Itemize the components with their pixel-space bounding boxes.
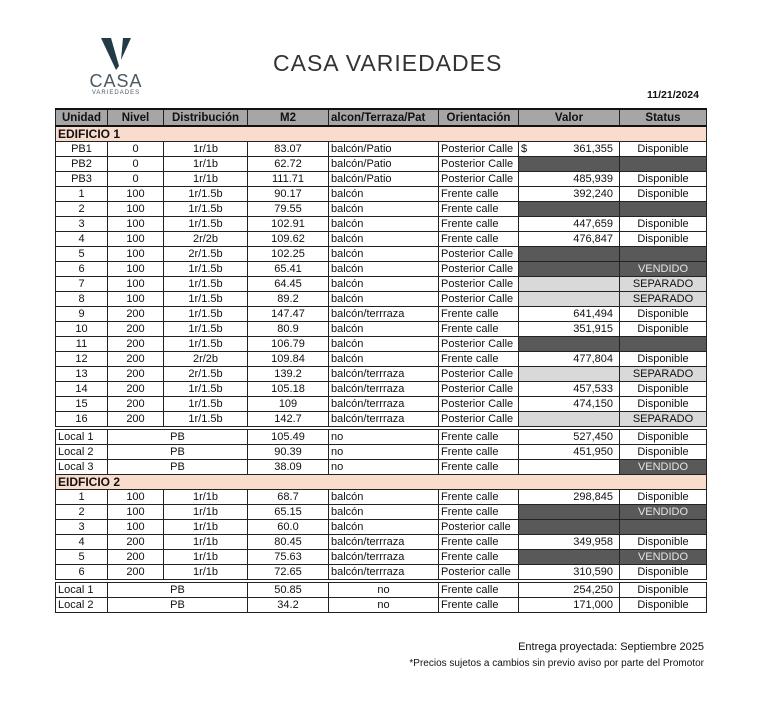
balcony-cell: balcón [329,217,439,232]
col-header-valor: Valor [519,109,620,126]
status-cell [620,247,707,262]
level-cell: 0 [108,172,164,187]
section-header-row [56,126,707,142]
balcony-cell: balcón [329,490,439,505]
table-row [56,262,707,277]
area-cell: 106.79 [248,337,329,352]
status-cell: Disponible [620,382,707,397]
table-row [56,292,707,307]
status-cell: Disponible [620,217,707,232]
orientation-cell: Posterior Calle [439,277,519,292]
value-cell: 310,590 [519,565,620,580]
unit-cell: 5 [56,550,108,565]
unit-cell: Local 1 [56,430,108,445]
orientation-cell: Frente calle [439,535,519,550]
balcony-cell: no [329,583,439,598]
orientation-cell: Frente calle [439,232,519,247]
orientation-cell: Frente calle [439,430,519,445]
level-cell: 100 [108,262,164,277]
value-cell [519,277,620,292]
table-row [56,247,707,262]
unit-cell: 13 [56,367,108,382]
orientation-cell: Posterior Calle [439,142,519,157]
balcony-cell: no [329,445,439,460]
unit-cell: Local 3 [56,460,108,475]
local-row [56,430,707,445]
unit-cell: 1 [56,490,108,505]
unit-cell: Local 2 [56,445,108,460]
value-cell [519,157,620,172]
value-wrap [521,142,613,156]
level-cell: 200 [108,535,164,550]
level-cell: PB [108,430,248,445]
level-cell: 100 [108,520,164,535]
orientation-cell: Posterior Calle [439,412,519,427]
area-cell: 139.2 [248,367,329,382]
value-cell: 447,659 [519,217,620,232]
balcony-cell: balcón [329,232,439,247]
balcony-cell: balcón/terrraza [329,382,439,397]
status-cell: SEPARADO [620,277,707,292]
orientation-cell: Frente calle [439,598,519,613]
table-row [56,277,707,292]
value-cell: 392,240 [519,187,620,202]
level-cell: 200 [108,412,164,427]
distribution-cell: 1r/1b [164,490,248,505]
unit-cell: 2 [56,202,108,217]
area-cell: 105.49 [248,430,329,445]
brand-name: CASA [89,71,143,91]
distribution-cell: 1r/1.5b [164,292,248,307]
area-cell: 38.09 [248,460,329,475]
col-header-distribucion: Distribución [164,109,248,126]
area-cell: 109.84 [248,352,329,367]
price-disclaimer: *Precios sujetos a cambios sin previo aviso por parte del Promotor [409,658,704,669]
status-cell: SEPARADO [620,292,707,307]
table-row [56,142,707,157]
unit-cell: PB1 [56,142,108,157]
balcony-cell: balcón [329,505,439,520]
status-cell: SEPARADO [620,412,707,427]
status-cell: Disponible [620,142,707,157]
level-cell: 100 [108,490,164,505]
area-cell: 83.07 [248,142,329,157]
value-cell: 485,939 [519,172,620,187]
table-row [56,307,707,322]
area-cell: 109.62 [248,232,329,247]
orientation-cell: Posterior Calle [439,247,519,262]
unit-cell: 4 [56,232,108,247]
balcony-cell: balcón [329,337,439,352]
unit-cell: Local 2 [56,598,108,613]
area-cell: 68.7 [248,490,329,505]
local-row [56,460,707,475]
orientation-cell: Frente calle [439,187,519,202]
distribution-cell: 1r/1b [164,565,248,580]
status-cell: Disponible [620,322,707,337]
area-cell: 90.39 [248,445,329,460]
unit-cell: PB2 [56,157,108,172]
value-cell [519,412,620,427]
status-cell: Disponible [620,172,707,187]
status-cell [620,202,707,217]
table-row [56,412,707,427]
col-header-m2: M2 [248,109,329,126]
area-cell: 80.9 [248,322,329,337]
status-cell: Disponible [620,430,707,445]
page-title: CASA VARIEDADES [273,50,503,76]
orientation-cell: Frente calle [439,217,519,232]
unit-cell: 7 [56,277,108,292]
status-cell: VENDIDO [620,262,707,277]
value-cell: 298,845 [519,490,620,505]
area-cell: 60.0 [248,520,329,535]
table-row [56,337,707,352]
distribution-cell: 1r/1.5b [164,382,248,397]
level-cell: 200 [108,550,164,565]
status-cell: Disponible [620,187,707,202]
area-cell: 147.47 [248,307,329,322]
section-title: EIDFICIO 2 [56,475,707,490]
status-cell: Disponible [620,598,707,613]
table-row [56,187,707,202]
balcony-cell: balcón/Patio [329,172,439,187]
level-cell: 100 [108,232,164,247]
value-cell: 351,915 [519,322,620,337]
distribution-cell: 2r/2b [164,232,248,247]
currency-symbol: $ [521,143,528,155]
distribution-cell: 1r/1b [164,520,248,535]
distribution-cell: 1r/1b [164,505,248,520]
area-cell: 79.55 [248,202,329,217]
table-row [56,232,707,247]
status-cell: VENDIDO [620,505,707,520]
level-cell: 200 [108,337,164,352]
orientation-cell: Posterior Calle [439,382,519,397]
area-cell: 50.85 [248,583,329,598]
orientation-cell: Frente calle [439,202,519,217]
table-row [56,535,707,550]
status-cell [620,337,707,352]
status-cell: Disponible [620,535,707,550]
level-cell: PB [108,445,248,460]
value-cell: 171,000 [519,598,620,613]
distribution-cell: 1r/1.5b [164,397,248,412]
value-cell: 457,533 [519,382,620,397]
value-cell: 474,150 [519,397,620,412]
status-cell: Disponible [620,565,707,580]
table-row [56,382,707,397]
area-cell: 62.72 [248,157,329,172]
level-cell: PB [108,583,248,598]
area-cell: 65.41 [248,262,329,277]
area-cell: 65.15 [248,505,329,520]
orientation-cell: Frente calle [439,307,519,322]
area-cell: 142.7 [248,412,329,427]
level-cell: 200 [108,352,164,367]
area-cell: 90.17 [248,187,329,202]
balcony-cell: balcón/terrraza [329,412,439,427]
unit-cell: 9 [56,307,108,322]
status-cell: Disponible [620,445,707,460]
value-cell [519,367,620,382]
orientation-cell: Posterior Calle [439,157,519,172]
table-row [56,397,707,412]
balcony-cell: balcón/terrraza [329,535,439,550]
unit-cell: 6 [56,565,108,580]
value-cell: 254,250 [519,583,620,598]
value-cell [519,262,620,277]
table-row [56,565,707,580]
value-amount: 361,355 [573,143,613,155]
orientation-cell: Frente calle [439,505,519,520]
delivery-note: Entrega proyectada: Septiembre 2025 [518,641,704,653]
table-row [56,505,707,520]
balcony-cell: balcón/Patio [329,157,439,172]
value-cell: 451,950 [519,445,620,460]
unit-cell: 8 [56,292,108,307]
col-header-balcon: alcon/Terraza/Pat [329,109,439,126]
distribution-cell: 1r/1.5b [164,277,248,292]
unit-cell: 3 [56,520,108,535]
unit-cell: 11 [56,337,108,352]
table-row [56,520,707,535]
balcony-cell: no [329,598,439,613]
col-header-nivel: Nivel [108,109,164,126]
status-cell: Disponible [620,352,707,367]
balcony-cell: no [329,460,439,475]
balcony-cell: balcón [329,292,439,307]
value-cell [519,505,620,520]
value-cell [519,202,620,217]
orientation-cell: Frente calle [439,352,519,367]
area-cell: 89.2 [248,292,329,307]
orientation-cell: Frente calle [439,583,519,598]
brand-tagline: VARIEDADES [91,90,141,96]
distribution-cell: 1r/1b [164,157,248,172]
area-cell: 111.71 [248,172,329,187]
orientation-cell: Frente calle [439,550,519,565]
area-cell: 75.63 [248,550,329,565]
balcony-cell: balcón/terrraza [329,565,439,580]
unit-cell: 6 [56,262,108,277]
value-cell [519,142,620,157]
area-cell: 80.45 [248,535,329,550]
orientation-cell: Frente calle [439,445,519,460]
orientation-cell: Frente calle [439,490,519,505]
table-header-row [56,109,707,126]
orientation-cell: Posterior calle [439,565,519,580]
balcony-cell: balcón [329,352,439,367]
balcony-cell: balcón [329,187,439,202]
area-cell: 105.18 [248,382,329,397]
balcony-cell: balcón [329,247,439,262]
level-cell: 100 [108,247,164,262]
area-cell: 34.2 [248,598,329,613]
level-cell: 0 [108,157,164,172]
table-row [56,352,707,367]
orientation-cell: Posterior Calle [439,397,519,412]
distribution-cell: 1r/1.5b [164,262,248,277]
orientation-cell: Posterior Calle [439,172,519,187]
col-header-status: Status [620,109,707,126]
orientation-cell: Frente calle [439,460,519,475]
value-cell [519,337,620,352]
level-cell: 200 [108,322,164,337]
unit-cell: Local 1 [56,583,108,598]
table-row [56,202,707,217]
status-cell [620,520,707,535]
value-cell: 349,958 [519,535,620,550]
distribution-cell: 1r/1b [164,172,248,187]
level-cell: 100 [108,187,164,202]
logo-mark-icon [99,36,133,72]
level-cell: 200 [108,367,164,382]
distribution-cell: 1r/1b [164,142,248,157]
balcony-cell: balcón [329,202,439,217]
local-row [56,445,707,460]
area-cell: 109 [248,397,329,412]
unit-cell: 12 [56,352,108,367]
unit-cell: 2 [56,505,108,520]
distribution-cell: 1r/1.5b [164,202,248,217]
unit-cell: 14 [56,382,108,397]
distribution-cell: 1r/1.5b [164,307,248,322]
area-cell: 64.45 [248,277,329,292]
value-cell [519,292,620,307]
status-cell: SEPARADO [620,367,707,382]
area-cell: 72.65 [248,565,329,580]
status-cell: Disponible [620,490,707,505]
level-cell: 100 [108,217,164,232]
unit-cell: 4 [56,535,108,550]
orientation-cell: Posterior Calle [439,367,519,382]
area-cell: 102.91 [248,217,329,232]
distribution-cell: 1r/1.5b [164,412,248,427]
level-cell: 100 [108,292,164,307]
value-cell [519,460,620,475]
orientation-cell: Frente calle [439,322,519,337]
distribution-cell: 1r/1.5b [164,187,248,202]
status-cell: Disponible [620,232,707,247]
distribution-cell: 2r/1.5b [164,367,248,382]
local-row [56,598,707,613]
orientation-cell: Posterior Calle [439,262,519,277]
distribution-cell: 2r/2b [164,352,248,367]
status-cell: VENDIDO [620,550,707,565]
balcony-cell: balcón [329,520,439,535]
balcony-cell: balcón [329,277,439,292]
unit-cell: 3 [56,217,108,232]
level-cell: 100 [108,202,164,217]
unit-cell: 1 [56,187,108,202]
table-row [56,367,707,382]
section-header-row [56,475,707,490]
col-header-orientacion: Orientación [439,109,519,126]
level-cell: 100 [108,277,164,292]
distribution-cell: 1r/1.5b [164,322,248,337]
level-cell: 200 [108,565,164,580]
local-row [56,583,707,598]
unit-cell: 10 [56,322,108,337]
level-cell: 200 [108,397,164,412]
col-header-unidad: Unidad [56,109,108,126]
table-row [56,157,707,172]
value-cell: 527,450 [519,430,620,445]
unit-cell: 16 [56,412,108,427]
distribution-cell: 1r/1b [164,550,248,565]
orientation-cell: Posterior Calle [439,292,519,307]
table-body [56,126,707,613]
level-cell: PB [108,460,248,475]
level-cell: 100 [108,505,164,520]
section-title: EDIFICIO 1 [56,126,707,142]
brand-logo [84,36,148,106]
table-row [56,217,707,232]
balcony-cell: balcón/Patio [329,142,439,157]
unit-cell: 15 [56,397,108,412]
area-cell: 102.25 [248,247,329,262]
status-cell: Disponible [620,583,707,598]
balcony-cell: balcón/terrraza [329,397,439,412]
level-cell: PB [108,598,248,613]
balcony-cell: balcón/terrraza [329,550,439,565]
value-cell [519,550,620,565]
value-cell: 477,804 [519,352,620,367]
value-cell [519,247,620,262]
value-cell: 476,847 [519,232,620,247]
document-date: 11/21/2024 [647,89,699,101]
table-row [56,172,707,187]
balcony-cell: balcón/terrraza [329,367,439,382]
status-cell: Disponible [620,397,707,412]
distribution-cell: 1r/1.5b [164,217,248,232]
table-row [56,490,707,505]
unit-cell: PB3 [56,172,108,187]
level-cell: 200 [108,307,164,322]
value-cell [519,520,620,535]
distribution-cell: 2r/1.5b [164,247,248,262]
value-cell: 641,494 [519,307,620,322]
unit-cell: 5 [56,247,108,262]
orientation-cell: Posterior Calle [439,337,519,352]
distribution-cell: 1r/1.5b [164,337,248,352]
table-row [56,322,707,337]
units-table [55,108,707,613]
balcony-cell: balcón [329,262,439,277]
level-cell: 200 [108,382,164,397]
status-cell [620,157,707,172]
status-cell: Disponible [620,307,707,322]
table-row [56,550,707,565]
distribution-cell: 1r/1b [164,535,248,550]
orientation-cell: Posterior calle [439,520,519,535]
level-cell: 0 [108,142,164,157]
balcony-cell: balcón [329,322,439,337]
balcony-cell: no [329,430,439,445]
balcony-cell: balcón/terrraza [329,307,439,322]
status-cell: VENDIDO [620,460,707,475]
